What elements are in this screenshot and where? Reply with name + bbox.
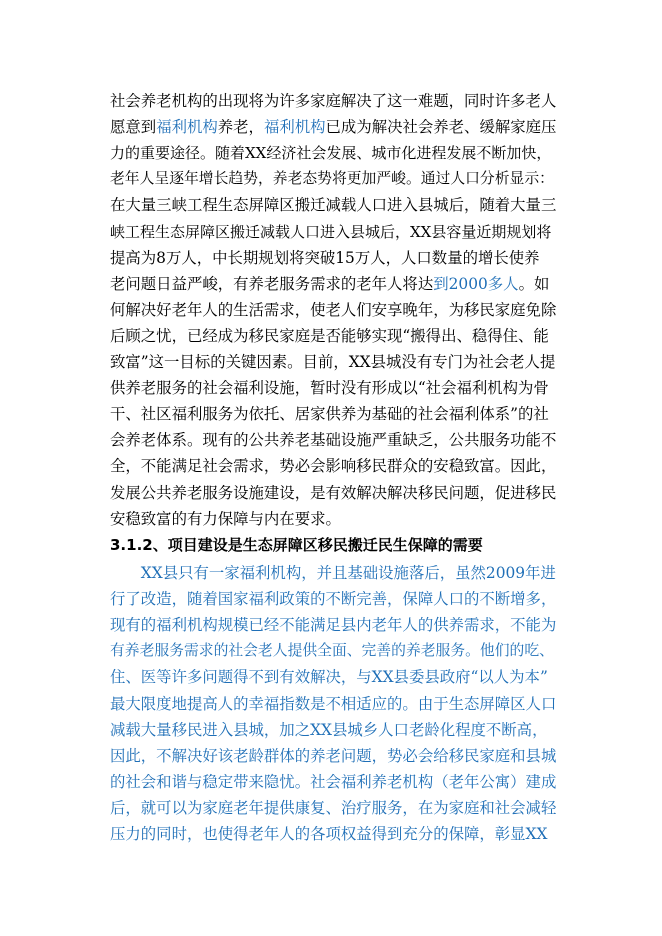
text-line — [110, 375, 550, 401]
highlighted-text: 现有的福利机构规模已经不能满足县内老年人的供养需求，不能为 — [110, 616, 557, 635]
highlighted-text: 有养老服务需求的社会老人提供全面、完善的养老服务。他们的吃、 — [110, 642, 554, 660]
text-line — [110, 271, 550, 297]
highlighted-text: 因此，不解决好该老龄群体的养老问题，势必会给移民家庭和县城 — [110, 746, 557, 765]
highlighted-text: XX县只有一家福利机构，并且基础设施落后，虽然2009年进 — [110, 564, 556, 582]
text-line — [110, 140, 550, 166]
text-line — [110, 349, 556, 375]
highlighted-text: 后，就可以为家庭老年提供康复、治疗服务，在为家庭和社会减轻 — [110, 798, 557, 817]
text-span: 会养老体系。现有的公共养老基础设施严重缺乏，公共服务功能不 — [110, 431, 557, 450]
text-span: 社会养老机构的出现将为许多家庭解决了这一难题，同时许多老人 — [110, 92, 557, 110]
text-line — [110, 453, 557, 479]
highlighted-text: 行了改造，随着国家福利政策的不断完善，保障人口的不断增多， — [110, 590, 557, 609]
text-line — [110, 219, 550, 245]
text-span: 发展公共养老服务设施建设，是有效解决解决移民问题，促进移民 — [110, 483, 557, 502]
text-span: 干、社区福利服务为依托、居家供养为基础的社会福利体系”的社 — [110, 405, 549, 424]
text-span: 养老， — [217, 118, 264, 137]
highlighted-text: 减载大量移民进入县城，加之XX县城乡人口老龄化程度不断高， — [110, 720, 548, 739]
highlighted-text: 住、医等许多问题得不到有效解决，与XX县委县政府“以人为本” — [110, 668, 548, 687]
highlighted-text: 福利机构 — [156, 118, 218, 137]
text-line — [110, 691, 557, 717]
text-line — [110, 114, 557, 140]
text-line — [110, 480, 557, 506]
text-line — [110, 743, 557, 769]
text-line — [110, 638, 554, 664]
text-span: 。如 — [518, 274, 550, 293]
text-line — [110, 717, 550, 743]
text-line — [110, 401, 550, 427]
text-span: 力的重要途径。随着XX经济社会发展、城市化进程发展不断加快， — [110, 144, 552, 163]
text-span: 何解决好老年人的生活需求，使老人们安享晚年，为移民家庭免除 — [110, 300, 557, 319]
text-line — [110, 795, 557, 821]
text-span: 供养老服务的社会福利设施，暂时没有形成以“社会福利机构为骨 — [110, 379, 549, 398]
text-line — [110, 88, 557, 114]
text-span: 致富”这一目标的关键因素。目前，XX县城没有专门为社会老人提 — [110, 353, 556, 371]
text-line — [110, 192, 557, 218]
text-span: 老问题日益严峻，有养老服务需求的老年人将达 — [110, 274, 434, 293]
text-span: 安稳致富的有力保障与内在要求。 — [110, 509, 341, 528]
text-line — [110, 297, 557, 323]
text-line — [110, 821, 550, 847]
text-span: 愿意到 — [110, 118, 157, 137]
highlighted-text: 压力的同时，也使得老年人的各项权益得到充分的保障，彰显XX — [110, 825, 548, 843]
highlighted-text: 福利机构 — [263, 118, 326, 137]
highlighted-text: 到2000多人 — [433, 274, 519, 293]
text-span: 已成为解决社会养老、缓解家庭压 — [325, 118, 557, 137]
text-line — [110, 323, 550, 349]
text-line — [110, 769, 557, 795]
section-heading-3-1-2: 3.1.2、项目建设是生态屏障区移民搬迁民生保障的需要 — [110, 536, 483, 554]
text-line — [110, 245, 550, 271]
text-span: 全，不能满足社会需求，势必会影响移民群众的安稳致富。因此， — [110, 457, 557, 476]
text-line — [110, 166, 554, 192]
text-span: 峡工程生态屏障区搬迁减载人口进入县城后，XX县容量近期规划将 — [110, 222, 552, 241]
highlighted-text: 最大限度地提高人的幸福指数是不相适应的。由于生态屏障区人口 — [110, 694, 557, 713]
text-span: 老年人呈逐年增长趋势，养老态势将更加严峻。通过人口分析显示： — [110, 170, 554, 188]
text-span: 后顾之忧，已经成为移民家庭是否能够实现“搬得出、稳得住、能 — [110, 326, 549, 345]
text-line — [110, 612, 557, 638]
text-span: 在大量三峡工程生态屏障区搬迁减载人口进入县城后，随着大量三 — [110, 196, 557, 215]
text-line — [110, 506, 550, 532]
text-span: 提高为8万人，中长期规划将突破15万人，人口数量的增长使养 — [110, 248, 540, 267]
text-line — [110, 560, 556, 586]
text-line — [110, 427, 557, 453]
highlighted-text: 的社会和谐与稳定带来隐忧。社会福利养老机构（老年公寓）建成 — [110, 772, 557, 791]
text-line — [110, 664, 550, 690]
text-line — [110, 586, 557, 612]
